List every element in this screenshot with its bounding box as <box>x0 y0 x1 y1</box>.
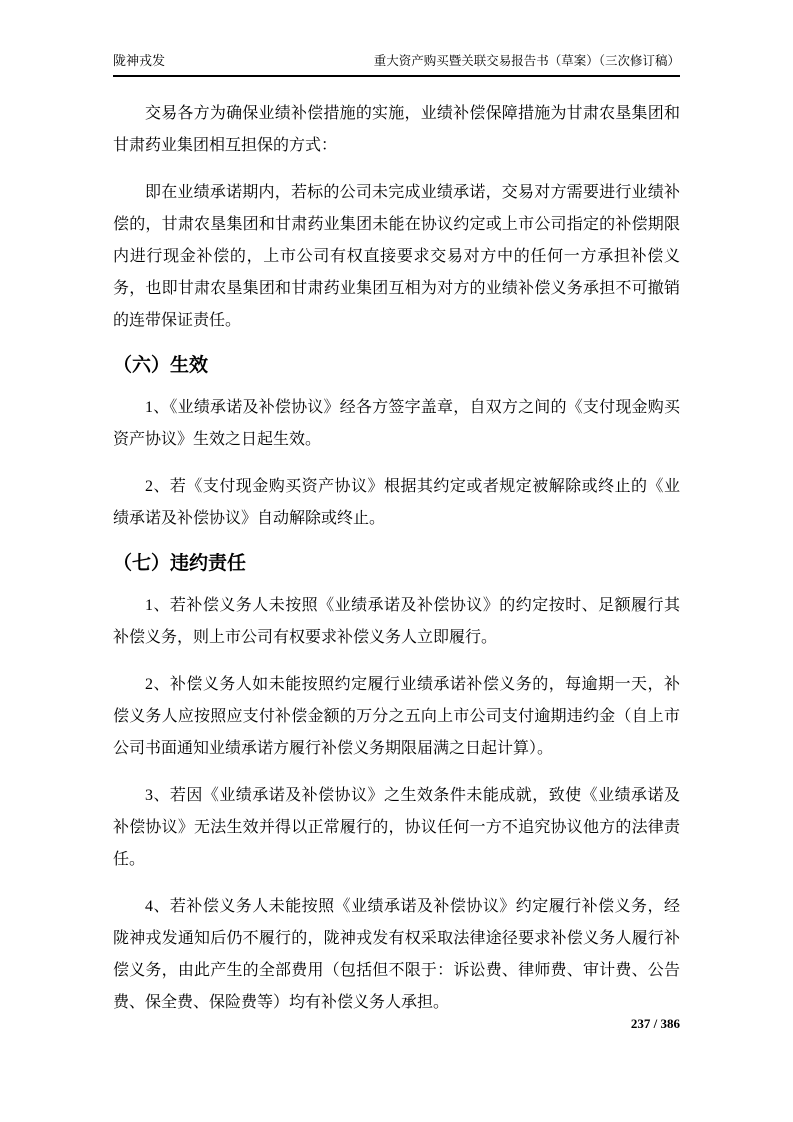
paragraph-guarantee-intro: 交易各方为确保业绩补偿措施的实施，业绩补偿保障措施为甘肃农垦集团和甘肃药业集团相互担保的方式： <box>113 105 680 154</box>
header-report-title: 重大资产购买暨关联交易报告书（草案）（三次修订稿） <box>373 54 680 68</box>
paragraph-breach-3: 3、若因《业绩承诺及补偿协议》之生效条件未能成就，致使《业绩承诺及补偿协议》无法生效并得以正常履行的，协议任何一方不追究协议他方的法律责任。 <box>113 787 680 868</box>
paragraph-breach-2: 2、补偿义务人如未能按照约定履行业绩承诺补偿义务的，每逾期一天，补偿义务人应按照应支付补偿金额的万分之五向上市公司支付逾期违约金（自上市公司书面通知业绩承诺方履行补偿义务期限届满之日起计算）。 <box>113 676 680 757</box>
header-company-name: 陇神戎发 <box>113 53 166 68</box>
paragraph-breach-4: 4、若补偿义务人未能按照《业绩承诺及补偿协议》约定履行补偿义务，经陇神戎发通知后仍不履行的，陇神戎发有权采取法律途径要求补偿义务人履行补偿义务，由此产生的全部费用（包括但不限于：诉讼费、律师费、审计费、公告费、保全费、保险费等）均有补偿义务人承担。 <box>113 898 680 1011</box>
section-heading-breach-liability: （七）违约责任 <box>113 553 247 574</box>
paragraph-breach-1: 1、若补偿义务人未按照《业绩承诺及补偿协议》的约定按时、足额履行其补偿义务，则上市公司有权要求补偿义务人立即履行。 <box>113 597 680 646</box>
paragraph-effectiveness-1: 1、《业绩承诺及补偿协议》经各方签字盖章，自双方之间的《支付现金购买资产协议》生效之日起生效。 <box>113 399 680 448</box>
paragraph-effectiveness-2: 2、若《支付现金购买资产协议》根据其约定或者规定被解除或终止的《业绩承诺及补偿协议》自动解除或终止。 <box>113 478 680 527</box>
page-number: 237 / 386 <box>630 1016 680 1031</box>
page-header <box>113 52 680 77</box>
section-heading-effectiveness: （六）生效 <box>113 355 209 376</box>
paragraph-guarantee-detail: 即在业绩承诺期内，若标的公司未完成业绩承诺，交易对方需要进行业绩补偿的，甘肃农垦集团和甘肃药业集团未能在协议约定或上市公司指定的补偿期限内进行现金补偿的，上市公司有权直接要求交易对方中的任何一方承担补偿义务，也即甘肃农垦集团和甘肃药业集团互相为对方的业绩补偿义务承担不可撤销的连带保证责任。 <box>113 184 680 329</box>
document-body <box>113 98 680 1019</box>
